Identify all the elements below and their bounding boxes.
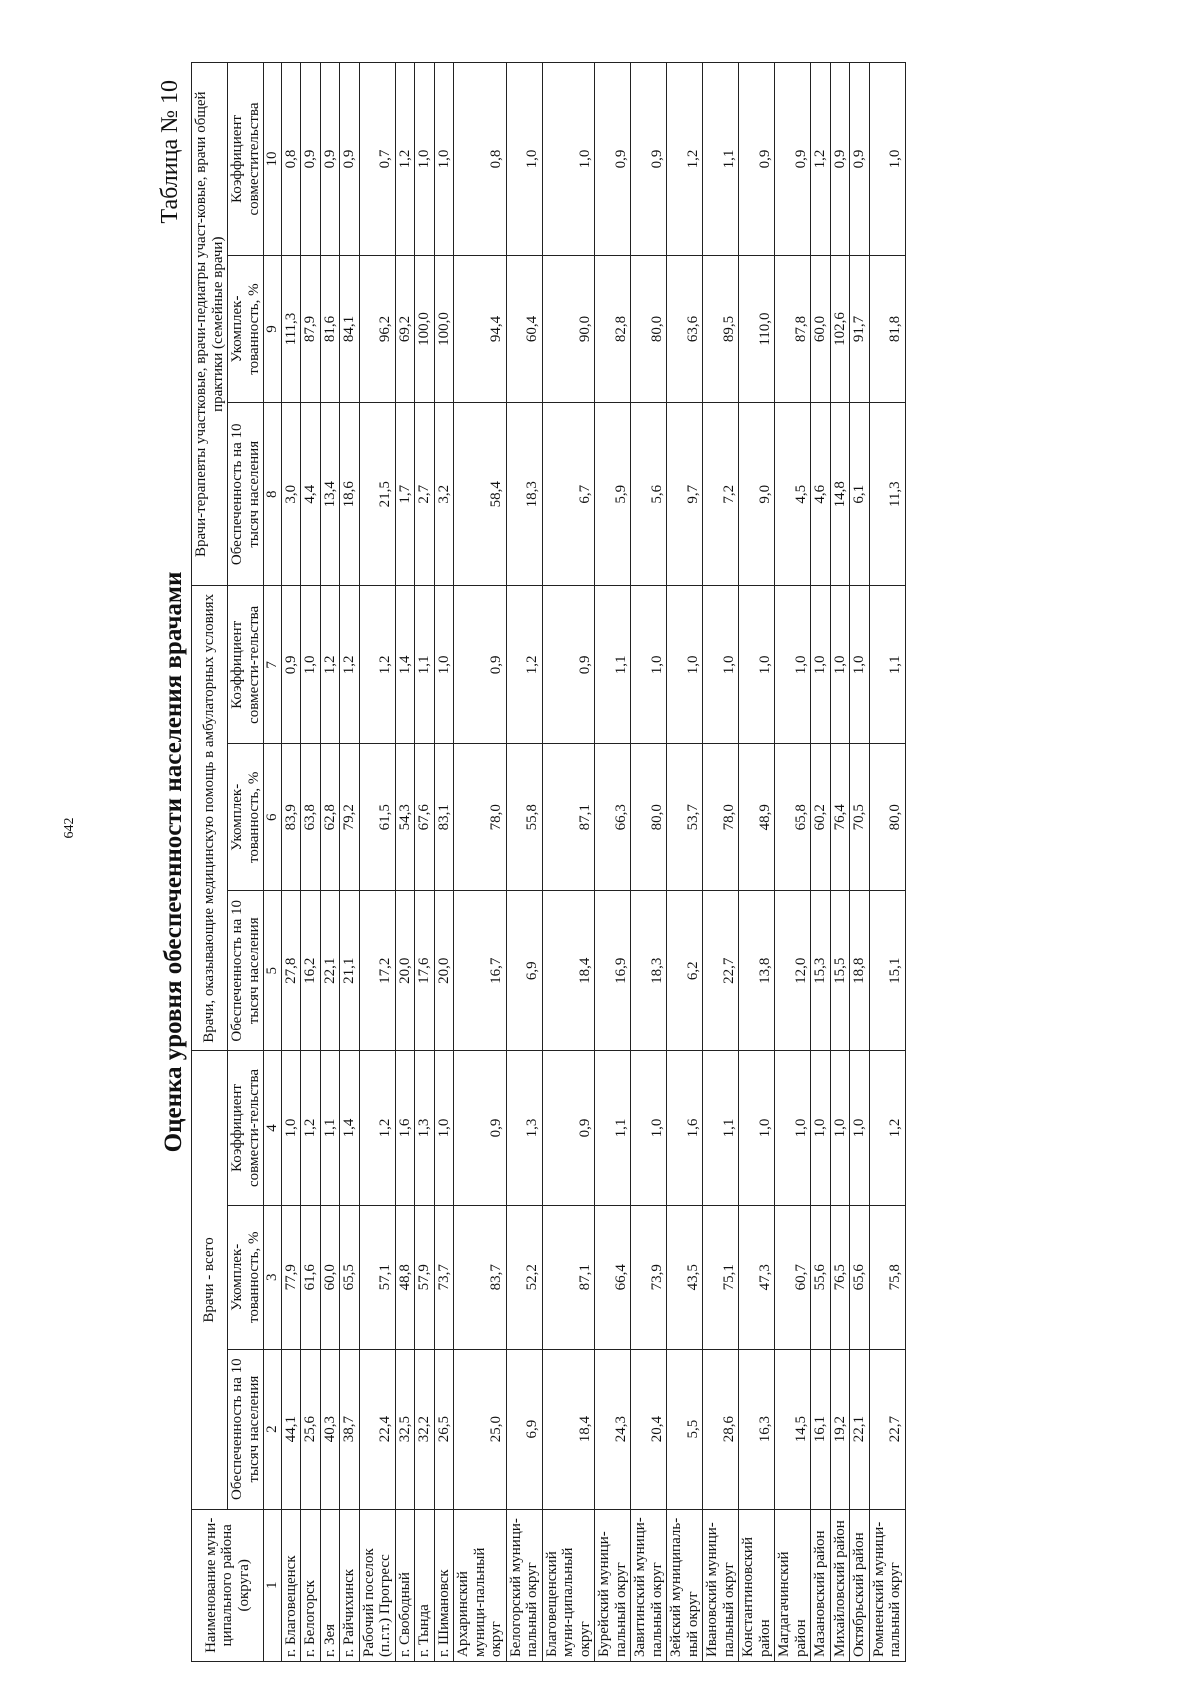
district-staffing-cell: 60,0 — [811, 256, 831, 403]
table-row — [703, 63, 739, 1662]
table-body — [281, 63, 905, 1662]
all-provision-cell: 5,5 — [667, 1349, 703, 1509]
all-staffing-cell: 66,4 — [595, 1205, 631, 1349]
district-coefficient-cell: 1,0 — [542, 63, 595, 256]
sub-header: Укомплек-тованность, % — [228, 256, 264, 403]
all-staffing-cell: 60,7 — [775, 1205, 811, 1349]
table-row — [506, 63, 542, 1662]
column-number: 10 — [264, 63, 282, 256]
page-number: 642 — [62, 817, 77, 839]
column-number: 4 — [264, 1051, 282, 1206]
all-staffing-cell: 73,9 — [631, 1205, 667, 1349]
outpatient-provision-cell: 17,2 — [359, 891, 395, 1051]
header-row-groups — [192, 63, 228, 1662]
all-provision-cell: 32,5 — [395, 1349, 415, 1509]
all-coefficient-cell: 1,2 — [869, 1051, 905, 1206]
outpatient-coefficient-cell: 1,0 — [667, 586, 703, 744]
column-number: 1 — [264, 1509, 282, 1661]
outpatient-staffing-cell: 66,3 — [595, 744, 631, 891]
outpatient-coefficient-cell: 1,2 — [320, 586, 340, 744]
district-provision-cell: 4,4 — [301, 403, 321, 586]
all-coefficient-cell: 1,3 — [506, 1051, 542, 1206]
district-coefficient-cell: 0,9 — [631, 63, 667, 256]
district-provision-cell: 11,3 — [869, 403, 905, 586]
district-provision-cell: 4,5 — [775, 403, 811, 586]
outpatient-coefficient-cell: 1,0 — [775, 586, 811, 744]
table-row — [667, 63, 703, 1662]
outpatient-coefficient-cell: 1,0 — [703, 586, 739, 744]
district-provision-cell: 2,7 — [415, 403, 435, 586]
staffing-table — [191, 62, 906, 1662]
all-staffing-cell: 55,6 — [811, 1205, 831, 1349]
district-staffing-cell: 100,0 — [415, 256, 435, 403]
district-provision-cell: 18,3 — [506, 403, 542, 586]
all-provision-cell: 32,2 — [415, 1349, 435, 1509]
district-staffing-cell: 87,8 — [775, 256, 811, 403]
district-provision-cell: 3,0 — [281, 403, 301, 586]
outpatient-coefficient-cell: 1,2 — [340, 586, 360, 744]
municipality-name-cell: г. Зея — [320, 1509, 340, 1661]
municipality-name-cell: г. Райчихинск — [340, 1509, 360, 1661]
all-coefficient-cell: 1,3 — [415, 1051, 435, 1206]
outpatient-provision-cell: 15,5 — [830, 891, 850, 1051]
outpatient-staffing-cell: 80,0 — [631, 744, 667, 891]
all-coefficient-cell: 1,2 — [359, 1051, 395, 1206]
all-coefficient-cell: 1,1 — [703, 1051, 739, 1206]
all-staffing-cell: 61,6 — [301, 1205, 321, 1349]
all-coefficient-cell: 1,1 — [595, 1051, 631, 1206]
all-coefficient-cell: 1,0 — [434, 1051, 454, 1206]
district-provision-cell: 58,4 — [454, 403, 507, 586]
all-coefficient-cell: 1,0 — [811, 1051, 831, 1206]
all-coefficient-cell: 1,0 — [850, 1051, 870, 1206]
sub-header: Коэффициент совмести-тельства — [228, 1051, 264, 1206]
all-coefficient-cell: 1,0 — [281, 1051, 301, 1206]
all-provision-cell: 22,1 — [850, 1349, 870, 1509]
outpatient-staffing-cell: 87,1 — [542, 744, 595, 891]
district-staffing-cell: 81,6 — [320, 256, 340, 403]
district-staffing-cell: 96,2 — [359, 256, 395, 403]
table-row — [739, 63, 775, 1662]
district-coefficient-cell: 1,0 — [869, 63, 905, 256]
group-header-district-doctors: Врачи-терапевты участковые, врачи-педиатры участ-ковые, врачи общей практики (семейные врачи) — [192, 63, 228, 586]
table-row — [395, 63, 415, 1662]
district-provision-cell: 14,8 — [830, 403, 850, 586]
district-coefficient-cell: 1,2 — [811, 63, 831, 256]
district-provision-cell: 18,6 — [340, 403, 360, 586]
district-coefficient-cell: 1,1 — [703, 63, 739, 256]
outpatient-provision-cell: 27,8 — [281, 891, 301, 1051]
district-coefficient-cell: 0,9 — [340, 63, 360, 256]
outpatient-staffing-cell: 83,9 — [281, 744, 301, 891]
outpatient-provision-cell: 22,1 — [320, 891, 340, 1051]
column-number: 5 — [264, 891, 282, 1051]
district-coefficient-cell: 1,2 — [395, 63, 415, 256]
all-coefficient-cell: 1,6 — [667, 1051, 703, 1206]
sub-header: Коэффициент совмести-тельства — [228, 586, 264, 744]
outpatient-coefficient-cell: 1,1 — [415, 586, 435, 744]
municipality-name-cell: Архаринский муници-пальный округ — [454, 1509, 507, 1661]
sub-header: Коэффициент совместительства — [228, 63, 264, 256]
all-provision-cell: 20,4 — [631, 1349, 667, 1509]
municipality-name-cell: Мазановский район — [811, 1509, 831, 1661]
district-staffing-cell: 100,0 — [434, 256, 454, 403]
district-staffing-cell: 90,0 — [542, 256, 595, 403]
all-provision-cell: 16,3 — [739, 1349, 775, 1509]
municipality-name-cell: Ивановский муници-пальный округ — [703, 1509, 739, 1661]
outpatient-staffing-cell: 76,4 — [830, 744, 850, 891]
municipality-name-cell: Михайловский район — [830, 1509, 850, 1661]
table-row — [869, 63, 905, 1662]
district-staffing-cell: 63,6 — [667, 256, 703, 403]
district-coefficient-cell: 0,9 — [595, 63, 631, 256]
municipality-name-cell: Магдагачинский район — [775, 1509, 811, 1661]
district-coefficient-cell: 1,0 — [506, 63, 542, 256]
outpatient-provision-cell: 13,8 — [739, 891, 775, 1051]
outpatient-coefficient-cell: 1,0 — [631, 586, 667, 744]
outpatient-coefficient-cell: 1,4 — [395, 586, 415, 744]
all-provision-cell: 6,9 — [506, 1349, 542, 1509]
district-coefficient-cell: 0,9 — [320, 63, 340, 256]
column-number: 3 — [264, 1205, 282, 1349]
table-row — [281, 63, 301, 1662]
district-staffing-cell: 91,7 — [850, 256, 870, 403]
district-provision-cell: 13,4 — [320, 403, 340, 586]
district-coefficient-cell: 0,8 — [454, 63, 507, 256]
municipality-name-cell: Зейский муниципаль-ный округ — [667, 1509, 703, 1661]
all-provision-cell: 18,4 — [542, 1349, 595, 1509]
all-coefficient-cell: 1,4 — [340, 1051, 360, 1206]
all-coefficient-cell: 1,0 — [631, 1051, 667, 1206]
all-coefficient-cell: 1,2 — [301, 1051, 321, 1206]
municipality-name-cell: Благовещенский муни-ципальный округ — [542, 1509, 595, 1661]
rotated-page-content — [155, 62, 1200, 1662]
all-coefficient-cell: 0,9 — [542, 1051, 595, 1206]
table-row — [415, 63, 435, 1662]
outpatient-coefficient-cell: 1,0 — [811, 586, 831, 744]
sub-header: Укомплек-тованность, % — [228, 1205, 264, 1349]
table-row — [595, 63, 631, 1662]
outpatient-provision-cell: 16,2 — [301, 891, 321, 1051]
district-provision-cell: 4,6 — [811, 403, 831, 586]
outpatient-provision-cell: 16,9 — [595, 891, 631, 1051]
district-provision-cell: 9,7 — [667, 403, 703, 586]
district-provision-cell: 5,6 — [631, 403, 667, 586]
column-number-row — [264, 63, 282, 1662]
all-provision-cell: 44,1 — [281, 1349, 301, 1509]
all-provision-cell: 22,4 — [359, 1349, 395, 1509]
outpatient-staffing-cell: 83,1 — [434, 744, 454, 891]
district-coefficient-cell: 0,9 — [739, 63, 775, 256]
column-number: 9 — [264, 256, 282, 403]
table-row — [830, 63, 850, 1662]
outpatient-staffing-cell: 67,6 — [415, 744, 435, 891]
municipality-name-cell: Константиновский район — [739, 1509, 775, 1661]
district-provision-cell: 5,9 — [595, 403, 631, 586]
all-staffing-cell: 75,8 — [869, 1205, 905, 1349]
all-provision-cell: 19,2 — [830, 1349, 850, 1509]
all-staffing-cell: 60,0 — [320, 1205, 340, 1349]
municipality-name-cell: г. Тында — [415, 1509, 435, 1661]
district-provision-cell: 21,5 — [359, 403, 395, 586]
col-header-municipality: Наименование муни-ципального района (округа) — [192, 1509, 264, 1661]
outpatient-coefficient-cell: 0,9 — [281, 586, 301, 744]
sub-header: Обеспеченность на 10 тысяч населения — [228, 403, 264, 586]
district-staffing-cell: 110,0 — [739, 256, 775, 403]
outpatient-coefficient-cell: 1,2 — [506, 586, 542, 744]
district-provision-cell: 7,2 — [703, 403, 739, 586]
outpatient-coefficient-cell: 1,0 — [434, 586, 454, 744]
all-provision-cell: 28,6 — [703, 1349, 739, 1509]
outpatient-staffing-cell: 55,8 — [506, 744, 542, 891]
all-staffing-cell: 65,5 — [340, 1205, 360, 1349]
all-staffing-cell: 83,7 — [454, 1205, 507, 1349]
table-row — [542, 63, 595, 1662]
all-coefficient-cell: 1,0 — [775, 1051, 811, 1206]
municipality-name-cell: Бурейский муници-пальный округ — [595, 1509, 631, 1661]
all-staffing-cell: 65,6 — [850, 1205, 870, 1349]
outpatient-provision-cell: 21,1 — [340, 891, 360, 1051]
outpatient-provision-cell: 12,0 — [775, 891, 811, 1051]
sub-header: Укомплек-тованность, % — [228, 744, 264, 891]
outpatient-staffing-cell: 61,5 — [359, 744, 395, 891]
outpatient-provision-cell: 20,0 — [434, 891, 454, 1051]
all-staffing-cell: 57,9 — [415, 1205, 435, 1349]
outpatient-staffing-cell: 60,2 — [811, 744, 831, 891]
outpatient-staffing-cell: 63,8 — [301, 744, 321, 891]
all-provision-cell: 16,1 — [811, 1349, 831, 1509]
all-staffing-cell: 52,2 — [506, 1205, 542, 1349]
outpatient-provision-cell: 6,9 — [506, 891, 542, 1051]
all-staffing-cell: 76,5 — [830, 1205, 850, 1349]
all-staffing-cell: 43,5 — [667, 1205, 703, 1349]
table-row — [631, 63, 667, 1662]
district-staffing-cell: 60,4 — [506, 256, 542, 403]
all-provision-cell: 40,3 — [320, 1349, 340, 1509]
outpatient-staffing-cell: 62,8 — [320, 744, 340, 891]
municipality-name-cell: Рабочий поселок (п.г.т.) Прогресс — [359, 1509, 395, 1661]
outpatient-staffing-cell: 78,0 — [703, 744, 739, 891]
district-staffing-cell: 111,3 — [281, 256, 301, 403]
district-provision-cell: 3,2 — [434, 403, 454, 586]
header-row-subcolumns — [228, 63, 264, 1662]
table-row — [811, 63, 831, 1662]
outpatient-staffing-cell: 78,0 — [454, 744, 507, 891]
all-coefficient-cell: 1,6 — [395, 1051, 415, 1206]
all-provision-cell: 38,7 — [340, 1349, 360, 1509]
outpatient-coefficient-cell: 1,1 — [869, 586, 905, 744]
district-provision-cell: 6,7 — [542, 403, 595, 586]
outpatient-provision-cell: 15,3 — [811, 891, 831, 1051]
table-row — [850, 63, 870, 1662]
outpatient-coefficient-cell: 1,2 — [359, 586, 395, 744]
outpatient-staffing-cell: 54,3 — [395, 744, 415, 891]
outpatient-coefficient-cell: 0,9 — [542, 586, 595, 744]
all-provision-cell: 26,5 — [434, 1349, 454, 1509]
municipality-name-cell: Октябрьский район — [850, 1509, 870, 1661]
district-staffing-cell: 80,0 — [631, 256, 667, 403]
outpatient-coefficient-cell: 1,0 — [301, 586, 321, 744]
all-staffing-cell: 57,1 — [359, 1205, 395, 1349]
all-coefficient-cell: 1,0 — [830, 1051, 850, 1206]
table-row — [320, 63, 340, 1662]
district-staffing-cell: 94,4 — [454, 256, 507, 403]
all-coefficient-cell: 0,9 — [454, 1051, 507, 1206]
district-staffing-cell: 82,8 — [595, 256, 631, 403]
municipality-name-cell: г. Белогорск — [301, 1509, 321, 1661]
table-row — [340, 63, 360, 1662]
sub-header: Обеспеченность на 10 тысяч населения — [228, 1349, 264, 1509]
all-provision-cell: 25,0 — [454, 1349, 507, 1509]
outpatient-coefficient-cell: 0,9 — [454, 586, 507, 744]
district-coefficient-cell: 1,2 — [667, 63, 703, 256]
outpatient-provision-cell: 16,7 — [454, 891, 507, 1051]
district-provision-cell: 1,7 — [395, 403, 415, 586]
table-row — [454, 63, 507, 1662]
table-row — [301, 63, 321, 1662]
outpatient-coefficient-cell: 1,0 — [850, 586, 870, 744]
table-label: Таблица № 10 — [157, 80, 183, 224]
outpatient-coefficient-cell: 1,0 — [739, 586, 775, 744]
outpatient-staffing-cell: 70,5 — [850, 744, 870, 891]
district-coefficient-cell: 0,8 — [281, 63, 301, 256]
outpatient-provision-cell: 6,2 — [667, 891, 703, 1051]
district-staffing-cell: 81,8 — [869, 256, 905, 403]
outpatient-provision-cell: 18,3 — [631, 891, 667, 1051]
all-staffing-cell: 75,1 — [703, 1205, 739, 1349]
outpatient-provision-cell: 20,0 — [395, 891, 415, 1051]
outpatient-provision-cell: 15,1 — [869, 891, 905, 1051]
all-provision-cell: 24,3 — [595, 1349, 631, 1509]
district-provision-cell: 9,0 — [739, 403, 775, 586]
district-coefficient-cell: 0,7 — [359, 63, 395, 256]
all-staffing-cell: 77,9 — [281, 1205, 301, 1349]
all-coefficient-cell: 1,1 — [320, 1051, 340, 1206]
sub-header: Обеспеченность на 10 тысяч населения — [228, 891, 264, 1051]
column-number: 6 — [264, 744, 282, 891]
district-staffing-cell: 102,6 — [830, 256, 850, 403]
district-staffing-cell: 84,1 — [340, 256, 360, 403]
all-provision-cell: 14,5 — [775, 1349, 811, 1509]
table-title: Оценка уровня обеспеченности населения врачами — [160, 571, 187, 1153]
column-number: 7 — [264, 586, 282, 744]
outpatient-coefficient-cell: 1,0 — [830, 586, 850, 744]
outpatient-staffing-cell: 53,7 — [667, 744, 703, 891]
all-staffing-cell: 87,1 — [542, 1205, 595, 1349]
district-staffing-cell: 87,9 — [301, 256, 321, 403]
district-coefficient-cell: 1,0 — [434, 63, 454, 256]
municipality-name-cell: Завитинский муници-пальный округ — [631, 1509, 667, 1661]
district-coefficient-cell: 0,9 — [301, 63, 321, 256]
all-provision-cell: 25,6 — [301, 1349, 321, 1509]
outpatient-provision-cell: 18,4 — [542, 891, 595, 1051]
outpatient-staffing-cell: 65,8 — [775, 744, 811, 891]
municipality-name-cell: Белогорский муници-пальный округ — [506, 1509, 542, 1661]
district-coefficient-cell: 1,0 — [415, 63, 435, 256]
all-coefficient-cell: 1,0 — [739, 1051, 775, 1206]
outpatient-provision-cell: 18,8 — [850, 891, 870, 1051]
all-staffing-cell: 47,3 — [739, 1205, 775, 1349]
table-row — [434, 63, 454, 1662]
district-coefficient-cell: 0,9 — [830, 63, 850, 256]
group-header-all-doctors: Врачи - всего — [192, 1051, 228, 1509]
outpatient-coefficient-cell: 1,1 — [595, 586, 631, 744]
district-coefficient-cell: 0,9 — [850, 63, 870, 256]
all-staffing-cell: 73,7 — [434, 1205, 454, 1349]
all-provision-cell: 22,7 — [869, 1349, 905, 1509]
table-row — [359, 63, 395, 1662]
district-staffing-cell: 69,2 — [395, 256, 415, 403]
outpatient-provision-cell: 17,6 — [415, 891, 435, 1051]
municipality-name-cell: г. Свободный — [395, 1509, 415, 1661]
group-header-outpatient-doctors: Врачи, оказывающие медицинскую помощь в амбулаторных условиях — [192, 586, 228, 1051]
outpatient-staffing-cell: 80,0 — [869, 744, 905, 891]
municipality-name-cell: Ромненский муници-пальный округ — [869, 1509, 905, 1661]
district-staffing-cell: 89,5 — [703, 256, 739, 403]
outpatient-provision-cell: 22,7 — [703, 891, 739, 1051]
all-staffing-cell: 48,8 — [395, 1205, 415, 1349]
district-coefficient-cell: 0,9 — [775, 63, 811, 256]
municipality-name-cell: г. Благовещенск — [281, 1509, 301, 1661]
district-provision-cell: 6,1 — [850, 403, 870, 586]
municipality-name-cell: г. Шимановск — [434, 1509, 454, 1661]
column-number: 2 — [264, 1349, 282, 1509]
table-row — [775, 63, 811, 1662]
outpatient-staffing-cell: 48,9 — [739, 744, 775, 891]
outpatient-staffing-cell: 79,2 — [340, 744, 360, 891]
column-number: 8 — [264, 403, 282, 586]
